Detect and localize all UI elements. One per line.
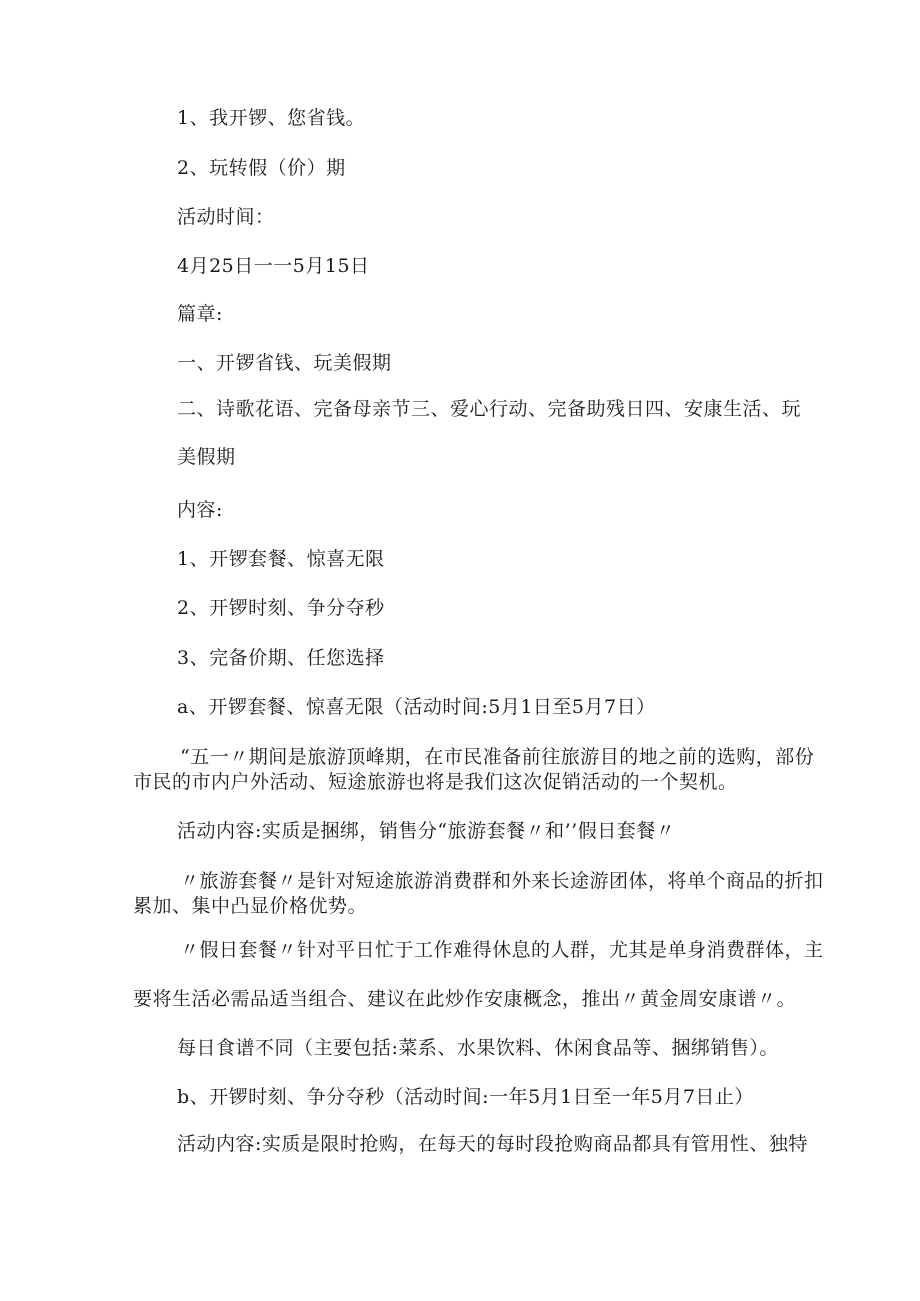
activity-time-value: 4月25日一一5月15日 (177, 255, 370, 277)
section-a-heading: a、开锣套餐、惊喜无限（活动时间:5月1日至5月7日） (177, 696, 656, 718)
holiday-package-line-2: 要将生活必需品适当组合、建议在此炒作安康概念，推出〃黄金周安康谱〃。 (133, 988, 797, 1010)
chapters-label: 篇章: (177, 303, 223, 325)
holiday-package-line-1: 〃假日套餐〃针对平日忙于工作难得休息的人群，尤其是单身消费群体，主 (180, 939, 824, 961)
activity-content-a: 活动内容:实质是捆绑，销售分“旅游套餐〃和’’假日套餐〃 (177, 820, 676, 842)
chapter-continued: 美假期 (177, 446, 236, 468)
content-item-3: 3、完备价期、任您选择 (177, 647, 385, 669)
section-b-heading: b、开锣时刻、争分夺秒（活动时间:一年5月1日至一年5月7日止） (177, 1086, 754, 1108)
paragraph-may-day-line-1: “五一〃期间是旅游顶峰期，在市民准备前往旅游目的地之前的选购，部份 (180, 746, 815, 768)
content-item-2: 2、开锣时刻、争分夺秒 (177, 597, 385, 619)
travel-package-line-1: 〃旅游套餐〃是针对短途旅游消费群和外来长途游团体，将单个商品的折扣 (180, 870, 824, 892)
item-2-slogan: 2、玩转假（价）期 (177, 157, 346, 179)
activity-content-b: 活动内容:实质是限时抢购，在每天的每时段抢购商品都具有管用性、独特 (177, 1133, 808, 1155)
travel-package-line-2: 累加、集中凸显价格优势。 (133, 895, 368, 917)
content-label: 内容: (177, 499, 223, 521)
chapter-1: 一、开锣省钱、玩美假期 (177, 352, 392, 374)
chapter-2-to-4: 二、诗歌花语、完备母亲节三、爱心行动、完备助残日四、安康生活、玩 (177, 398, 802, 420)
content-item-1: 1、开锣套餐、惊喜无限 (177, 548, 385, 570)
daily-recipe-line: 每日食谱不同（主要包括:菜系、水果饮料、休闲食品等、捆绑销售）。 (177, 1037, 779, 1059)
activity-time-label: 活动时间： (177, 206, 275, 228)
paragraph-may-day-line-2: 市民的市内户外活动、短途旅游也将是我们这次促销活动的一个契机。 (133, 771, 738, 793)
item-1-slogan: 1、我开锣、您省钱。 (177, 107, 366, 129)
